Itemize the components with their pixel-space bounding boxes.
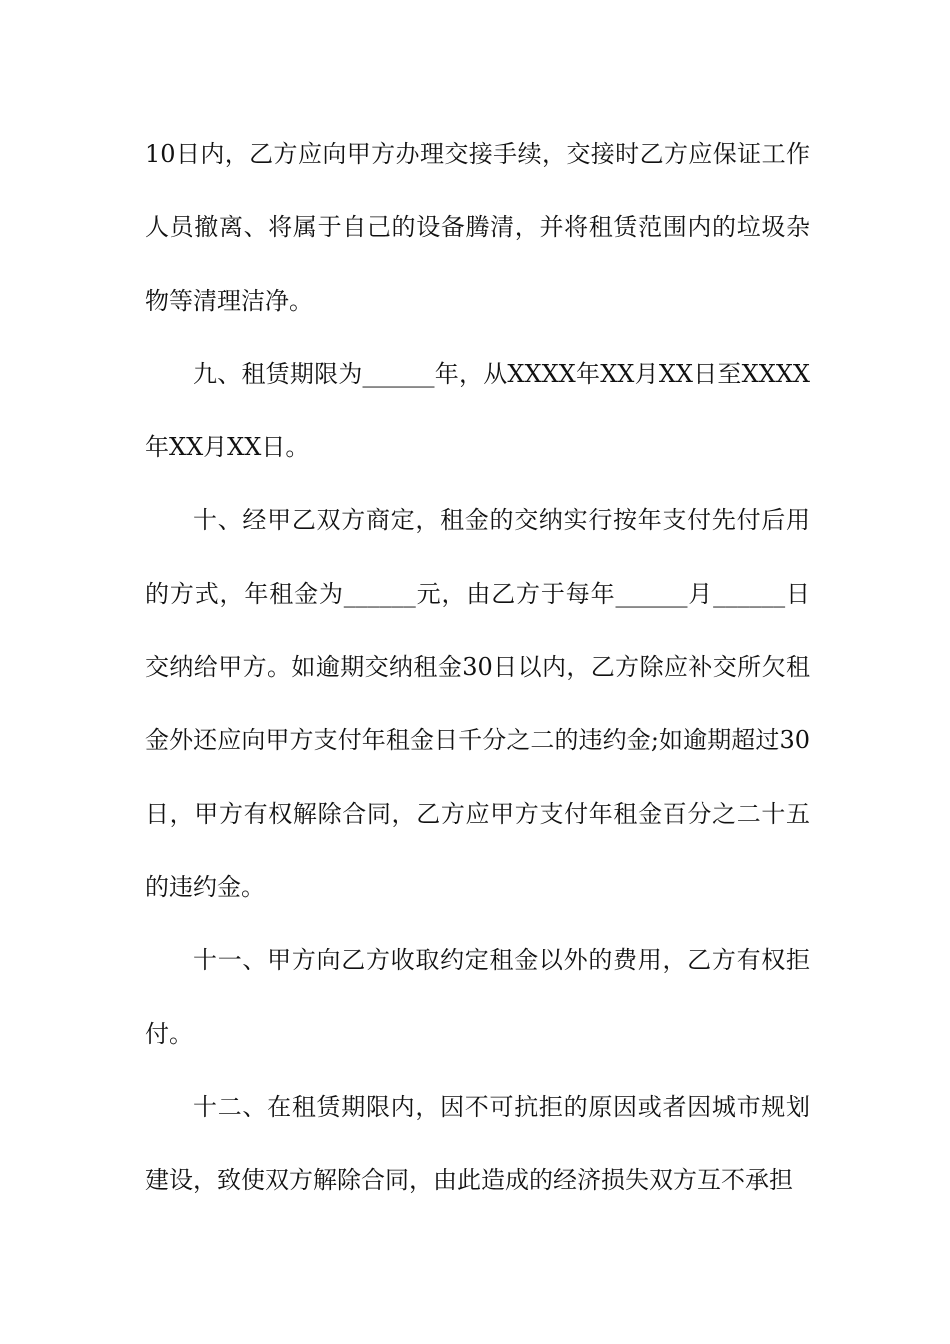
paragraph-clause-12-force-majeure: 十二、在租赁期限内，因不可抗拒的原因或者因城市规划建设，致使双方解除合同，由此造成的经济损失双方互不承担	[145, 1092, 810, 1195]
paragraph-clause-9-lease-term: 九、租赁期限为______年，从XXXX年XX月XX日至XXXX年XX月XX日。	[145, 359, 810, 462]
paragraph-handover-continuation: 10日内，乙方应向甲方办理交接手续，交接时乙方应保证工作人员撤离、将属于自己的设备腾清，并将租赁范围内的垃圾杂物等清理洁净。	[145, 140, 810, 315]
paragraph-clause-10-rent-payment: 十、经甲乙双方商定，租金的交纳实行按年支付先付后用的方式，年租金为______元，由乙方于每年______月______日交纳给甲方。如逾期交纳租金30日以内，乙方除应补交所欠租金外还应向甲方支付年租金日千分之二的违约金;如逾期超过30日，甲方有权解除合同，乙方应甲方支付年租金百分之二十五的违约金。	[145, 506, 810, 901]
paragraph-clause-11-extra-fees: 十一、甲方向乙方收取约定租金以外的费用，乙方有权拒付。	[145, 946, 810, 1048]
document-body	[145, 118, 810, 1217]
